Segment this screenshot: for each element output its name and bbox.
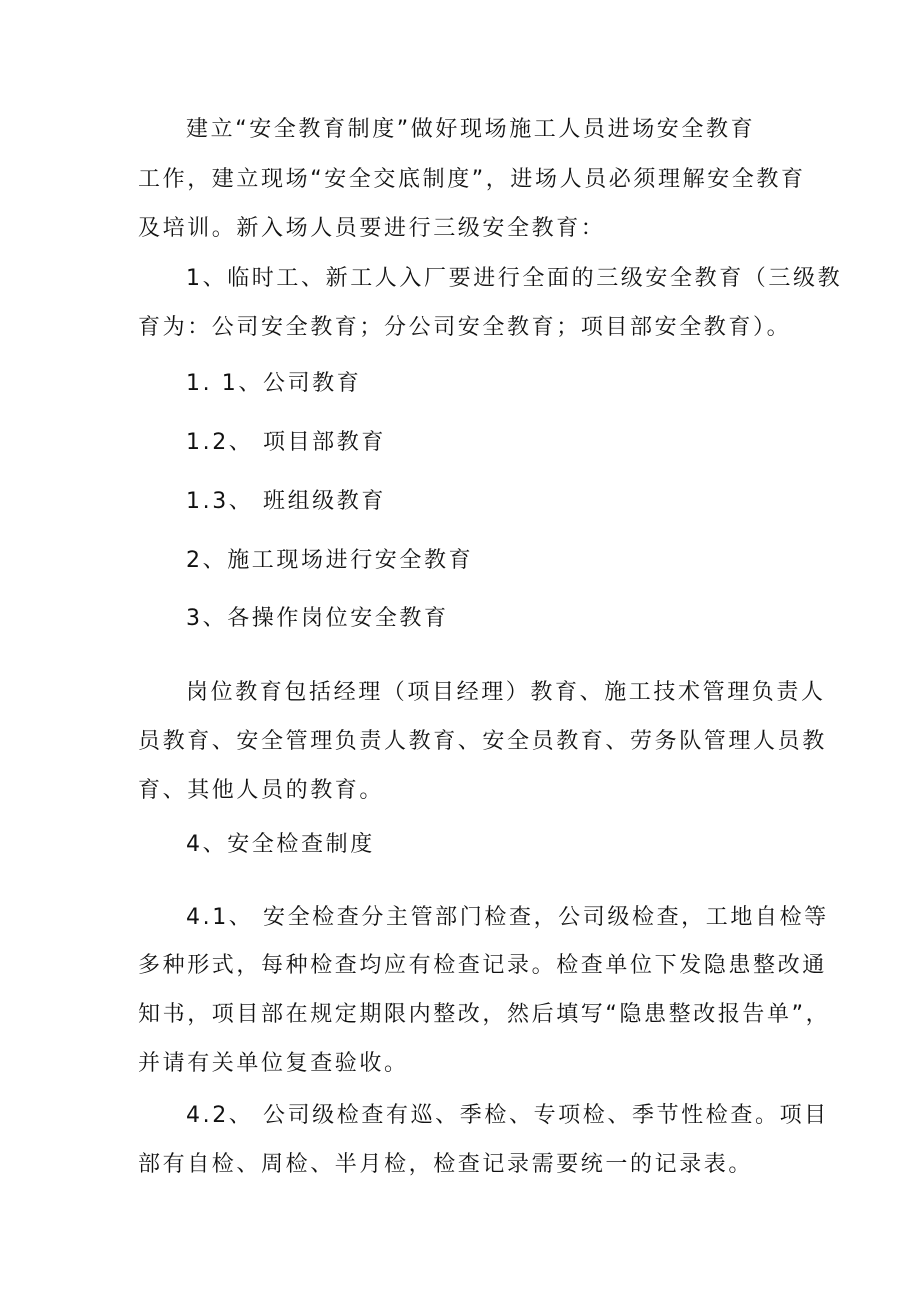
paragraph-intro-line-2: 工作，建立现场“安全交底制度”，进场人员必须理解安全教育 [138,167,806,192]
item-3-heading: 3、各操作岗位安全教育 [186,606,449,631]
paragraph-post-line-3: 育、其他人员的教育。 [138,778,385,803]
item-1-line-1: 1、临时工、新工人入厂要进行全面的三级安全教育（三级教 [186,266,843,291]
item-4-2-line-2: 部有自检、周检、半月检，检查记录需要统一的记录表。 [138,1152,754,1177]
item-1-1-heading: 1. 1、公司教育 [186,371,362,396]
item-4-1-line-4: 并请有关单位复查验收。 [138,1051,409,1076]
paragraph-intro-line-3: 及培训。新入场人员要进行三级安全教育： [138,216,606,241]
item-1-3-heading: 1.3、 班组级教育 [186,489,386,514]
item-4-1-line-3: 知书，项目部在规定期限内整改，然后填写“隐患整改报告单”， [138,1002,831,1027]
item-1-2-heading: 1.2、 项目部教育 [186,430,386,455]
paragraph-post-line-2: 员教育、安全管理负责人教育、安全员教育、劳务队管理人员教 [138,729,827,754]
item-1-line-2: 育为：公司安全教育；分公司安全教育；项目部安全教育）。 [138,315,792,340]
paragraph-post-line-1: 岗位教育包括经理（项目经理）教育、施工技术管理负责人 [186,680,826,705]
item-4-1-line-1: 4.1、 安全检查分主管部门检查，公司级检查，工地自检等 [186,905,829,930]
item-4-2-line-1: 4.2、 公司级检查有巡、季检、专项检、季节性检查。项目 [186,1103,829,1128]
item-2-heading: 2、施工现场进行安全教育 [186,548,474,573]
paragraph-intro-line-1: 建立“安全教育制度”做好现场施工人员进场安全教育 [186,117,756,142]
item-4-1-line-2: 多种形式，每种检查均应有检查记录。检查单位下发隐患整改通 [138,953,827,978]
item-4-heading: 4、安全检查制度 [186,832,375,857]
